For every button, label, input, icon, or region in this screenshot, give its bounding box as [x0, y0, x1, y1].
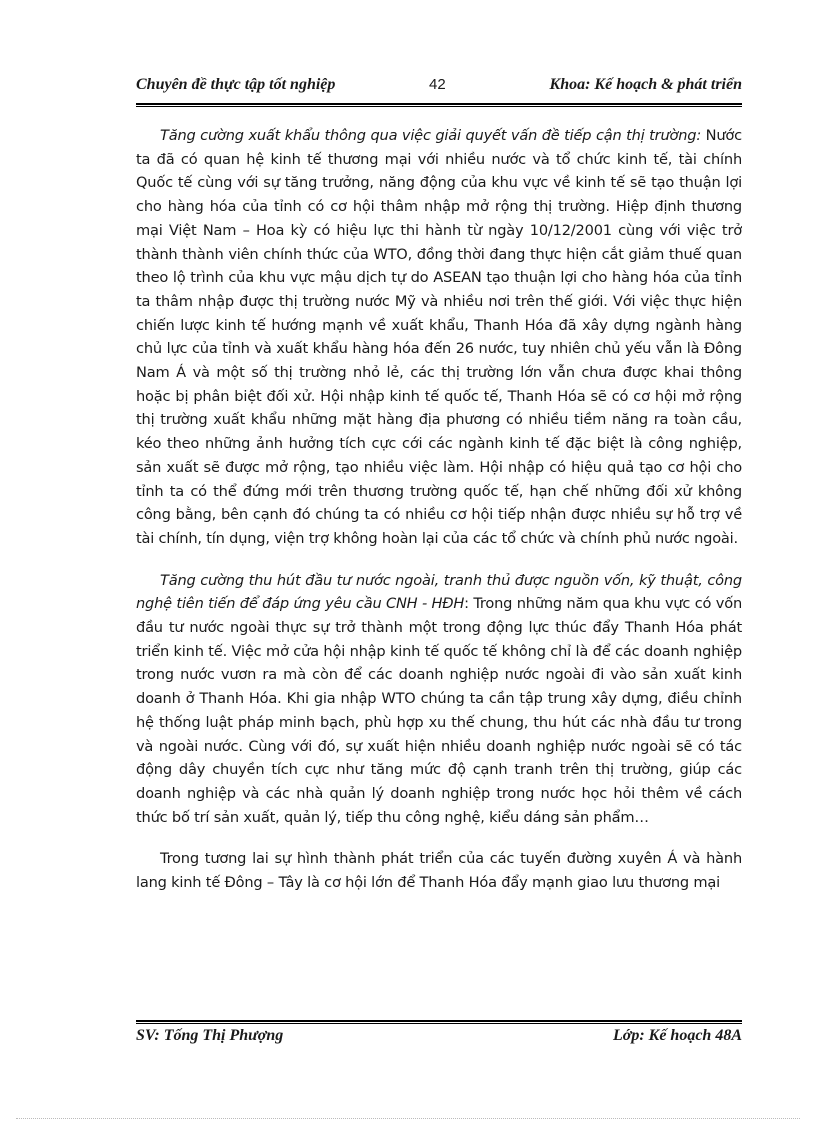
footer-student: SV: Tống Thị Phượng [136, 1027, 284, 1044]
header-title: Chuyên đề thực tập tốt nghiệp [136, 76, 336, 93]
page-break-line [16, 1118, 800, 1119]
paragraph-lead: Tăng cường xuất khẩu thông qua việc giải quyết vấn đề tiếp cận thị trường: [160, 127, 702, 144]
header-rule-thin [136, 106, 742, 107]
paragraph-future [136, 847, 742, 894]
page-header [136, 74, 742, 100]
paragraph-investment [136, 569, 742, 830]
header-faculty: Khoa: Kế hoạch & phát triển [549, 76, 742, 93]
paragraph-lead: Tăng cường thu hút đầu tư nước ngoài, tranh thủ được nguồn vốn, kỹ thuật, công nghệ tiên tiến để đáp ứng yêu cầu CNH - HĐH [136, 571, 742, 613]
footer-class: Lớp: Kế hoạch 48A [612, 1027, 742, 1044]
paragraph-text: Trong tương lai sự hình thành phát triển của các tuyến đường xuyên Á và hành lang kinh tế Đông – Tây là cơ hội lớn để Thanh Hóa đẩy mạnh giao lưu thương mại [136, 850, 742, 892]
paragraph-export [136, 124, 742, 551]
document-body [136, 124, 742, 913]
footer-rule [136, 1020, 742, 1022]
header-rule [136, 103, 742, 105]
paragraph-text: Nước ta đã có quan hệ kinh tế thương mại với nhiều nước và tổ chức kinh tế, tài chính Quốc tế cùng với sự tăng trưởng, năng động của khu vực về kinh tế sẽ tạo thuận lợi cho hàng hóa của tỉnh có cơ hội thâm nhập mở rộng thị trường. Hiệp định thương mại Việt Nam – Hoa kỳ có hiệu lực thi hành từ ngày 10/12/2001 cùng với việc trở thành thành viên chính thức của WTO, đồng thời đang thực hiện cắt giảm thuế quan theo lộ trình của khu vực mậu dịch tự do ASEAN tạo thuận lợi cho hàng hóa của tỉnh ta thâm nhập được thị trường nước Mỹ và nhiều nơi trên thế giới. Với việc thực hiện chiến lược kinh tế hướng mạnh về xuất khẩu, Thanh Hóa đã xây dựng ngành hàng chủ lực của tỉnh và xuất khẩu hàng hóa đến 26 nước, tuy nhiên chủ yếu vẫn là Đông Nam Á và một số thị trường nhỏ lẻ, các thị trường lớn vẫn chưa được khai thông hoặc bị phân biệt đối xử. Hội nhập kinh tế quốc tế, Thanh Hóa sẽ có cơ hội mở rộng thị trường xuất khẩu những mặt hàng địa phương có nhiều tiềm năng ra toàn cầu, kéo theo những ảnh hưởng tích cực cới các ngành kinh tế đặc biệt là công nghiệp, sản xuất sẽ được mở rộng, tạo nhiều việc làm. Hội nhập có hiệu quả tạo cơ hội cho tỉnh ta có thể đứng mới trên thương trường quốc tế, hạn chế những đối xử không công bằng, bên cạnh đó chúng ta có nhiều cơ hội tiếp nhận được nhiều sự hỗ trợ về tài chính, tín dụng, viện trợ không hoàn lại của các tổ chức và chính phủ nước ngoài. [136, 127, 742, 547]
footer-rule-thin [136, 1023, 742, 1024]
page-number: 42 [429, 76, 446, 93]
page-footer [136, 1027, 742, 1051]
paragraph-text: : Trong những năm qua khu vực có vốn đầu tư nước ngoài thực sự trở thành một trong động lực thúc đẩy Thanh Hóa phát triển kinh tế. Việc mở cửa hội nhập kinh tế quốc tế không chỉ là để các doanh nghiệp trong nước vươn ra mà còn để các doanh nghiệp nước ngoài đi vào sản xuất kinh doanh ở Thanh Hóa. Khi gia nhập WTO chúng ta cần tập trung xây dựng, điều chỉnh hệ thống luật pháp minh bạch, phù hợp xu thế chung, thu hút các nhà đầu tư trong và ngoài nước. Cùng với đó, sự xuất hiện nhiều doanh nghiệp nước ngoài sẽ có tác động dây chuyền tích cực như tăng mức độ cạnh tranh trên thị trường, giúp các doanh nghiệp và các nhà quản lý doanh nghiệp trong nước học hỏi thêm về cách thức bố trí sản xuất, quản lý, tiếp thu công nghệ, kiểu dáng sản phẩm… [136, 595, 742, 826]
